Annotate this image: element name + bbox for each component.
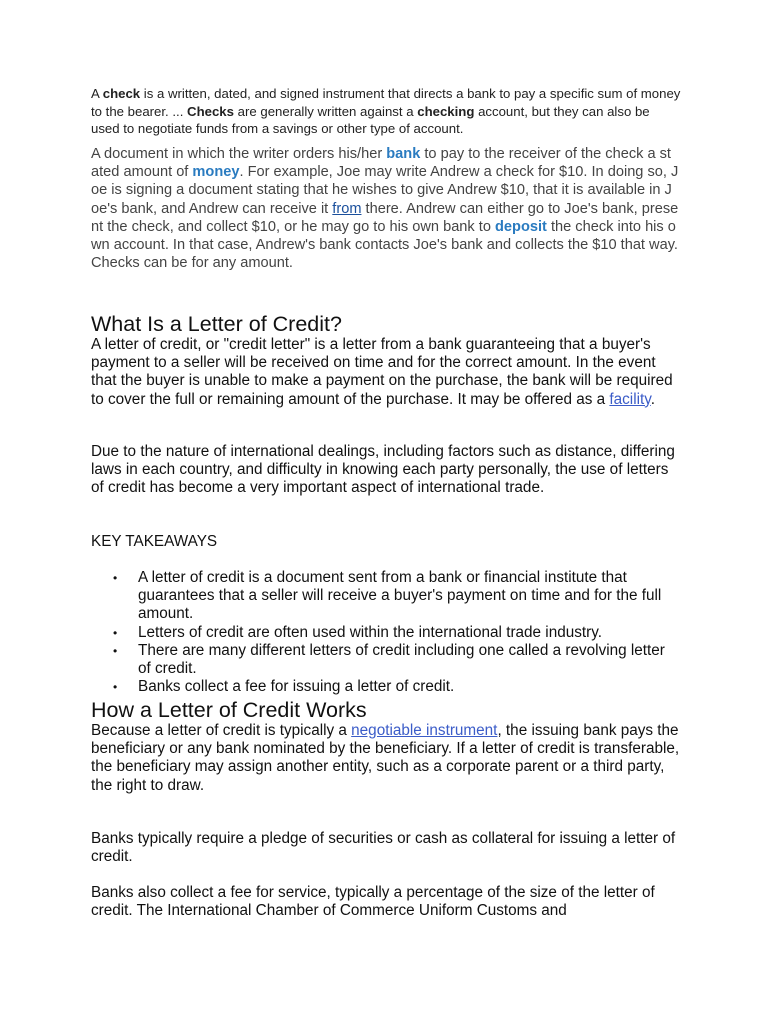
heading-how-letter-of-credit-works: How a Letter of Credit Works: [91, 698, 367, 722]
link-from[interactable]: from: [332, 200, 362, 217]
text-run: .: [650, 390, 656, 408]
list-item: [91, 624, 681, 642]
text-run: . For example, Joe may write Andrew a check for $10. In doing so, Joe is signing a document stating that he wishes to give Andrew $10, that it is available in Joe's bank, and Andrew can receive it: [91, 164, 679, 217]
list-item: [91, 569, 681, 624]
negotiable-instrument-paragraph: [91, 722, 681, 795]
check-example-paragraph: [91, 145, 679, 272]
link-facility[interactable]: facility: [609, 390, 651, 408]
term-checks: Checks: [187, 103, 234, 119]
text-run: is a written, dated, and signed instrument that directs a bank to pay a specific sum of money to the bearer. ...: [91, 86, 681, 119]
text-run: A: [91, 86, 103, 101]
check-definition-paragraph: [91, 85, 681, 138]
text-run: there. Andrew can either go to Joe's bank, present the check, and collect $10, or he may go to his own bank to: [91, 200, 679, 235]
bullet-icon: •: [113, 571, 118, 585]
term-checking: checking: [417, 103, 475, 119]
text-run: , the issuing bank pays the beneficiary or any bank nominated by the beneficiary. If a letter of credit is transferable, the beneficiary may assign another entity, such as a corporate parent or a third party, the right to draw.: [91, 722, 680, 794]
text-run: A letter of credit, or "credit letter" is a letter from a bank guaranteeing that a buyer's payment to a seller will be received on time and for the correct amount. In the event that the buyer is unable to make a payment on the purchase, the bank will be required to cover the full or remaining amount of the purchase. It may be offered as a: [91, 336, 673, 408]
list-item: [91, 642, 681, 678]
fee-paragraph: Banks also collect a fee for service, typically a percentage of the size of the letter of credit. The International Chamber of Commerce Uniform Customs and: [91, 884, 655, 920]
text-run: to pay to the receiver of the check a stated amount of: [91, 146, 671, 181]
text-run: account, but they can also be used to negotiate funds from a savings or other type of account.: [91, 103, 650, 136]
heading-what-is-letter-of-credit: What Is a Letter of Credit?: [91, 312, 342, 336]
list-item-text: A letter of credit is a document sent from a bank or financial institute that guarantees that a seller will receive a buyer's payment on time and for the full amount.: [138, 569, 662, 623]
term-check: check: [102, 86, 141, 101]
bullet-icon: •: [113, 680, 118, 695]
text-run: the check into his own account. In that case, Andrew's bank contacts Joe's bank and collects the $10 that way. Checks can be for any amount.: [91, 218, 678, 272]
keyword-money: money: [192, 164, 240, 181]
list-item-text: Letters of credit are often used within the international trade industry.: [138, 623, 602, 641]
letter-of-credit-definition: [91, 336, 681, 409]
keyword-bank: bank: [386, 146, 421, 162]
international-dealings-paragraph: Due to the nature of international dealings, including factors such as distance, differing laws in each country, and difficulty in knowing each party personally, the use of letters of credit has become a very important aspect of international trade.: [91, 443, 675, 497]
collateral-paragraph: Banks typically require a pledge of securities or cash as collateral for issuing a letter of credit.: [91, 830, 676, 866]
key-takeaways-label: KEY TAKEAWAYS: [91, 533, 218, 550]
key-takeaways-list: [91, 569, 681, 696]
list-item-text: Banks collect a fee for issuing a letter of credit.: [138, 678, 455, 696]
text-run: are generally written against a: [233, 103, 418, 119]
list-item-text: There are many different letters of credit including one called a revolving letter of credit.: [138, 641, 665, 678]
list-item: [91, 678, 681, 696]
text-run: A document in which the writer orders his/her: [91, 146, 387, 162]
text-run: Because a letter of credit is typically a: [91, 722, 352, 739]
link-negotiable-instrument[interactable]: negotiable instrument: [351, 722, 498, 739]
bullet-icon: •: [113, 625, 118, 640]
keyword-deposit: deposit: [495, 218, 547, 235]
bullet-icon: •: [113, 643, 118, 658]
